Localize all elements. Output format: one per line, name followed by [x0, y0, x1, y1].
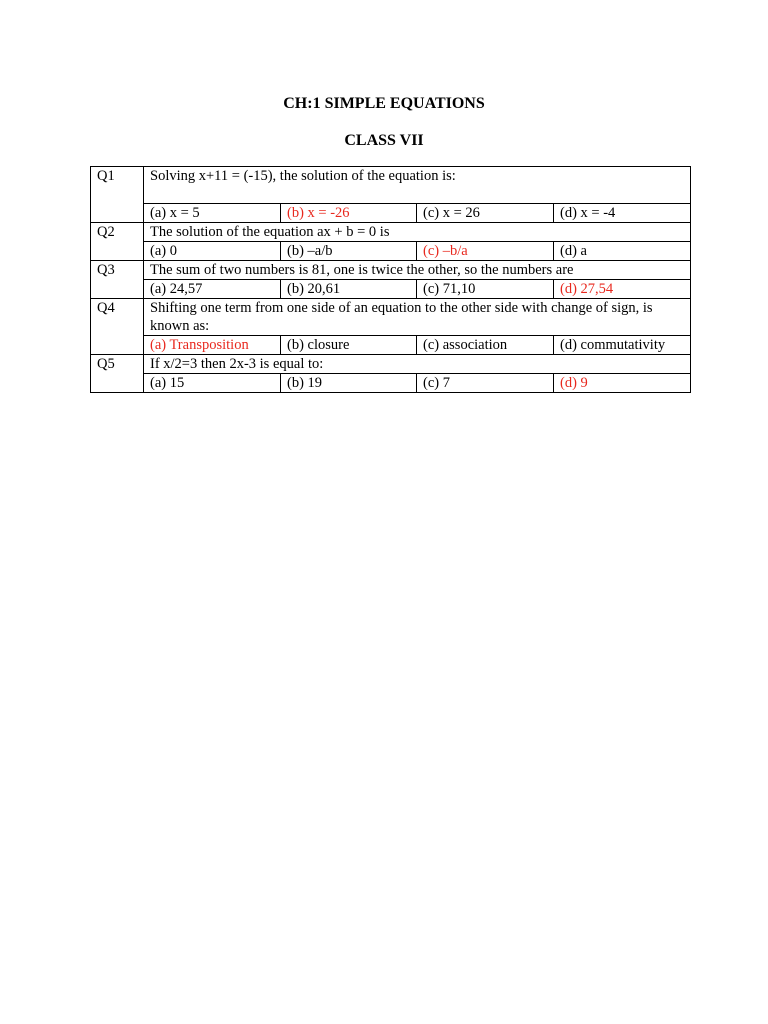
questions-table: [90, 166, 691, 393]
option: (b) –a/b: [281, 242, 417, 261]
page-subtitle: CLASS VII: [344, 132, 424, 149]
options-row: [91, 280, 691, 299]
options-row: [91, 204, 691, 223]
option: (c) 7: [417, 374, 554, 393]
question-number: Q3: [91, 261, 144, 299]
option: (a) 15: [144, 374, 281, 393]
option: (c) 71,10: [417, 280, 554, 299]
question-row: [91, 167, 691, 204]
answer-option: (c) –b/a: [417, 242, 554, 261]
option: (b) closure: [281, 336, 417, 355]
option: (c) association: [417, 336, 554, 355]
options-row: [91, 242, 691, 261]
question-row: [91, 299, 691, 336]
question-text: If x/2=3 then 2x-3 is equal to:: [144, 355, 691, 374]
option: (d) x = -4: [554, 204, 691, 223]
question-row: [91, 355, 691, 374]
option: (b) 19: [281, 374, 417, 393]
question-row: [91, 223, 691, 242]
page-title: CH:1 SIMPLE EQUATIONS: [283, 95, 485, 112]
question-number: Q2: [91, 223, 144, 261]
option: (c) x = 26: [417, 204, 554, 223]
option: (a) 0: [144, 242, 281, 261]
option: (b) 20,61: [281, 280, 417, 299]
question-number: Q5: [91, 355, 144, 393]
questions-table-body: [91, 167, 691, 393]
options-row: [91, 374, 691, 393]
question-row: [91, 261, 691, 280]
answer-option: (d) 9: [554, 374, 691, 393]
question-text: Shifting one term from one side of an equation to the other side with change of sign, is known as:: [144, 299, 691, 336]
question-text: The solution of the equation ax + b = 0 is: [144, 223, 691, 242]
option: (a) 24,57: [144, 280, 281, 299]
question-text: Solving x+11 = (-15), the solution of the equation is:: [144, 167, 691, 204]
answer-option: (b) x = -26: [281, 204, 417, 223]
option: (d) a: [554, 242, 691, 261]
question-number: Q4: [91, 299, 144, 355]
answer-option: (a) Transposition: [144, 336, 281, 355]
option: (a) x = 5: [144, 204, 281, 223]
answer-option: (d) 27,54: [554, 280, 691, 299]
question-number: Q1: [91, 167, 144, 223]
option: (d) commutativity: [554, 336, 691, 355]
question-text: The sum of two numbers is 81, one is twice the other, so the numbers are: [144, 261, 691, 280]
options-row: [91, 336, 691, 355]
